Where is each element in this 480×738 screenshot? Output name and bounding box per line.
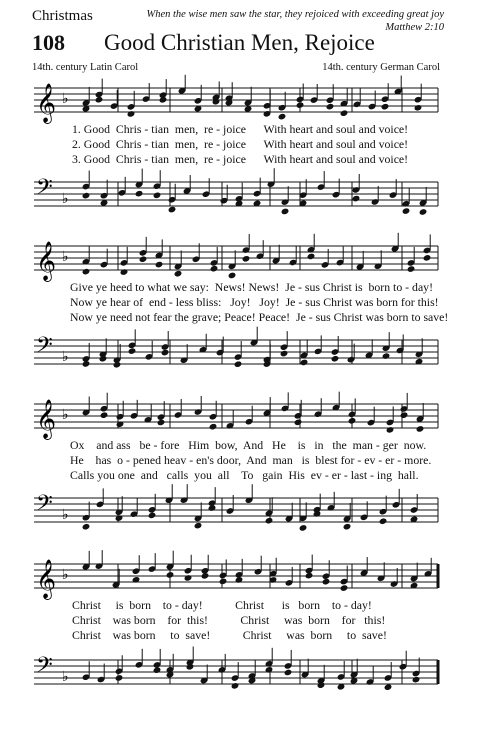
note-head <box>100 411 109 419</box>
lyric-line: Christ was born for this! Christ was born for this! <box>72 613 386 627</box>
bass-staff-2 <box>0 334 480 374</box>
key-signature-flat-icon: ♭ <box>62 91 69 107</box>
note-head <box>305 572 314 580</box>
note-head <box>343 523 352 531</box>
note-head <box>331 355 340 363</box>
bass-clef-icon: 𝄢 <box>36 175 53 205</box>
treble-staff-3 <box>0 398 480 438</box>
note-head <box>153 192 162 200</box>
note-head <box>115 674 124 682</box>
bass-staff-1 <box>0 176 480 216</box>
note-head <box>419 208 428 216</box>
key-signature-flat-icon: ♭ <box>62 349 69 365</box>
bass-clef-icon: 𝄢 <box>36 491 53 521</box>
bass-staff-4 <box>0 654 480 694</box>
lyric-line: Give ye heed to what we say: News! News! Je - sus Christ is born to - day! <box>70 280 434 294</box>
note-head <box>352 195 361 203</box>
epigraph-quote: When the wise men saw the star, they rejoiced with exceeding great joy <box>146 9 444 20</box>
note-head <box>228 272 237 280</box>
bass-clef-icon: 𝄢 <box>36 333 53 363</box>
treble-clef-icon: 𝄞 <box>36 83 57 123</box>
note-head <box>414 104 423 112</box>
treble-clef-icon: 𝄞 <box>36 559 57 599</box>
note-head <box>82 268 91 276</box>
note-head <box>153 666 162 674</box>
note-head <box>382 352 391 360</box>
note-head <box>135 190 144 198</box>
note-head <box>379 517 388 525</box>
note-head <box>400 411 409 419</box>
note-head <box>113 361 122 369</box>
note-head <box>161 349 170 357</box>
note-head <box>307 253 316 261</box>
note-head <box>210 265 219 273</box>
key-signature-flat-icon: ♭ <box>62 191 69 207</box>
note-head <box>280 350 289 358</box>
key-signature-flat-icon: ♭ <box>62 567 69 583</box>
note-head <box>235 576 244 584</box>
note-head <box>381 103 390 111</box>
treble-staff-2 <box>0 240 480 280</box>
key-signature-flat-icon: ♭ <box>62 407 69 423</box>
note-head <box>155 261 164 269</box>
treble-staff-4 <box>0 558 480 598</box>
music-system-3 <box>0 392 480 542</box>
scripture-epigraph <box>146 8 444 34</box>
lyric-line: 1. Good Chris - tian men, re - joice With heart and soul and voice! <box>72 122 409 136</box>
note-head <box>265 517 274 525</box>
note-head <box>184 574 193 582</box>
note-head <box>115 514 124 522</box>
note-head <box>294 419 303 427</box>
bass-clef-icon: 𝄢 <box>36 653 53 683</box>
note-head <box>208 504 217 512</box>
note-head <box>384 683 393 691</box>
note-head <box>128 347 137 355</box>
treble-staff-1 <box>0 82 480 122</box>
hymn-title: Good Christian Men, Rejoice <box>104 30 375 55</box>
lyric-line: Ox and ass be - fore Him bow, And He is in the man - ger now. <box>70 438 427 452</box>
note-head <box>402 207 411 215</box>
note-head <box>219 578 228 586</box>
note-head <box>412 676 421 684</box>
note-head <box>416 425 425 433</box>
note-head <box>159 96 168 104</box>
words-credit: 14th. century Latin Carol <box>32 62 139 73</box>
note-head <box>322 578 331 586</box>
note-head <box>326 103 335 111</box>
note-head <box>296 101 305 109</box>
note-head <box>407 265 416 273</box>
lyric-line: He has o - pened heav - en's door, And man is blest for - ev - er - more. <box>70 453 432 467</box>
note-head <box>386 426 395 434</box>
note-head <box>127 110 136 118</box>
note-head <box>348 417 357 425</box>
note-head <box>139 255 148 263</box>
note-head <box>231 682 240 690</box>
treble-clef-icon: 𝄞 <box>36 241 57 281</box>
treble-clef-icon: 𝄞 <box>36 399 57 439</box>
note-head <box>299 524 308 532</box>
lyric-line: Now ye hear of end - less bliss: Joy! Joy! Je - sus Christ was born for this! <box>70 295 439 309</box>
note-head <box>82 360 91 368</box>
lyric-line: 2. Good Chris - tian men, re - joice With heart and soul and voice! <box>72 137 409 151</box>
note-head <box>157 419 166 427</box>
note-head <box>168 206 177 214</box>
note-head <box>278 113 287 121</box>
note-head <box>209 423 218 431</box>
hymnal-category: Christmas <box>32 8 93 24</box>
music-credit: 14th. century German Carol <box>322 62 440 73</box>
note-head <box>95 96 104 104</box>
note-head <box>284 669 293 677</box>
note-head <box>340 584 349 592</box>
lyric-line: Calls you one and calls you all To gain His ev - er - last - ing hall. <box>70 468 419 482</box>
music-system-2 <box>0 234 480 384</box>
lyric-line: Christ was born to save! Christ was born to save! <box>72 628 387 642</box>
note-head <box>234 360 243 368</box>
key-signature-flat-icon: ♭ <box>62 249 69 265</box>
note-head <box>300 359 309 367</box>
note-head <box>423 254 432 262</box>
note-head <box>82 192 91 200</box>
note-head <box>201 572 210 580</box>
lyric-line: 3. Good Chris - tian men, re - joice With heart and soul and voice! <box>72 152 409 166</box>
note-head <box>166 571 175 579</box>
lyric-line: Now ye need not fear the grave; Peace! Peace! Je - sus Christ was born to save! <box>70 310 449 324</box>
note-head <box>148 512 157 520</box>
music-system-1 <box>0 76 480 226</box>
note-head <box>194 522 203 530</box>
key-signature-flat-icon: ♭ <box>62 669 69 685</box>
epigraph-reference: Matthew 2:10 <box>385 22 444 33</box>
note-head <box>340 109 349 117</box>
music-system-4 <box>0 552 480 712</box>
note-head <box>281 208 290 216</box>
note-head <box>120 268 129 276</box>
note-head <box>242 255 251 263</box>
note-head <box>174 270 183 278</box>
bass-staff-3 <box>0 492 480 532</box>
key-signature-flat-icon: ♭ <box>62 507 69 523</box>
hymn-number: 108 <box>32 30 65 55</box>
note-head <box>82 523 91 531</box>
lyric-line: Christ is born to - day! Christ is born to - day! <box>72 598 372 612</box>
